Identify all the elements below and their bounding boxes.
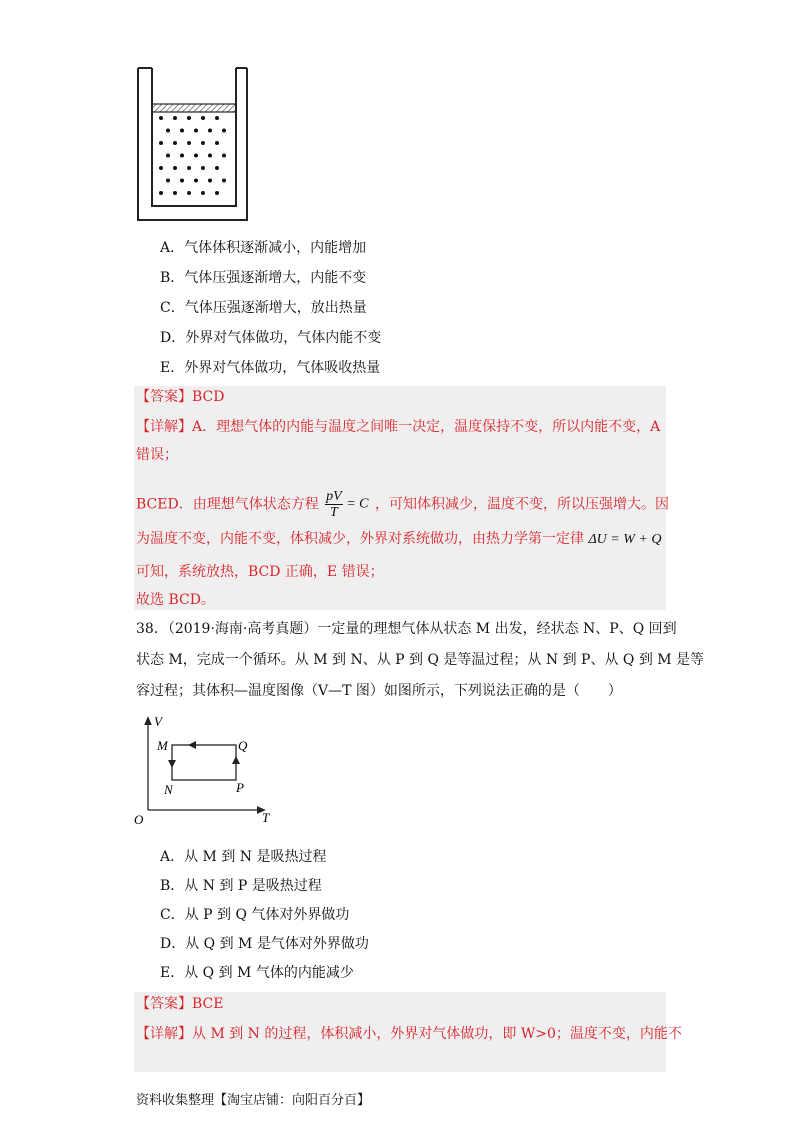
gas-molecule-dot [159,191,163,195]
q37-detail-line2: 错误； [136,447,178,463]
piston [152,104,236,112]
q38-option-a: A．从 M 到 N 是吸热过程 [160,849,327,865]
gas-molecule-dot [194,179,198,183]
arrow-p-to-q [232,756,240,764]
gas-molecule-dot [215,116,219,120]
origin-label: O [134,812,144,827]
q37-detail-line1: 【详解】A．理想气体的内能与温度之间唯一决定，温度保持不变，所以内能不变，A [136,419,661,435]
q38-stem-line2: 状态 M，完成一个循环。从 M 到 N、从 P 到 Q 是等温过程；从 N 到 P、从 Q 到 M 是等 [136,652,705,668]
gas-molecule-dot [208,129,212,133]
arrow-q-to-m [188,741,196,749]
cycle-rectangle [172,745,236,780]
gas-molecule-dot [194,129,198,133]
gas-molecule-dot [222,154,226,158]
gas-molecule-dot [222,129,226,133]
state-equation [325,489,368,520]
cylinder-outer-wall [138,68,247,220]
gas-molecule-dot [187,116,191,120]
gas-molecule-dot [173,141,177,145]
gas-molecule-dot [215,141,219,145]
q38-option-b: B．从 N 到 P 是吸热过程 [160,878,322,894]
gas-molecule-dot [159,141,163,145]
gas-molecule-dot [180,179,184,183]
state-n-label: N [164,782,173,797]
gas-molecule-dot [159,116,163,120]
q38-option-e: E．从 Q 到 M 气体的内能减少 [160,965,354,981]
gas-molecule-dot [215,191,219,195]
gas-molecule-dot [201,191,205,195]
q37-option-e: E．外界对气体做功，气体吸收热量 [160,360,381,376]
gas-molecule-dot [159,166,163,170]
q38-option-c: C．从 P 到 Q 气体对外界做功 [160,907,350,923]
q37-detail-line4 [136,530,661,549]
gas-molecule-dot [173,191,177,195]
q37-detail-line6: 故选 BCD。 [136,592,215,608]
gas-molecule-dot [208,179,212,183]
q38-detail-line1: 【详解】从 M 到 N 的过程，体积减小，外界对气体做功，即 W>0；温度不变，内能不 [136,1026,682,1042]
arrow-m-to-n [168,760,176,768]
state-equation-numerator: pV [326,489,342,504]
cylinder-inner-wall [152,68,236,206]
q38-answer: 【答案】BCE [136,996,224,1012]
q38-stem-line1: 38．（2019·海南·高考真题）一定量的理想气体从状态 M 出发，经状态 N、P、Q 回到 [136,621,677,637]
gas-molecule-dot [187,141,191,145]
gas-molecule-dot [173,116,177,120]
gas-molecule-dot [194,154,198,158]
q38-stem-line3: 容过程；其体积—温度图像（V—T 图）如图所示，下列说法正确的是（ ） [136,683,622,699]
q37-detail-line5: 可知，系统放热，BCD 正确，E 错误； [136,564,384,580]
gas-molecules [159,116,226,195]
gas-molecule-dot [208,154,212,158]
vt-graph [130,712,280,832]
gas-molecule-dot [215,166,219,170]
state-q-label: Q [238,738,248,753]
gas-molecule-dot [166,129,170,133]
cylinder-figure [130,62,255,226]
q37-option-d: D．外界对气体做功，气体内能不变 [160,330,382,346]
q37-option-b: B．气体压强逐渐增大，内能不变 [160,270,367,286]
gas-molecule-dot [201,116,205,120]
q37-detail-line3 [136,489,669,520]
q37-detail-line4-text: 为温度不变，内能不变，体积减少，外界对系统做功，由热力学第一定律 [136,531,584,547]
state-p-label: P [236,780,244,795]
state-equation-denominator: T [330,505,338,520]
gas-molecule-dot [173,166,177,170]
state-m-label: M [157,738,168,753]
q37-detail-line3-end: ，可知体积减少，温度不变，所以压强增大。因 [374,496,669,513]
gas-molecule-dot [201,141,205,145]
gas-molecule-dot [180,154,184,158]
state-equation-rhs: = C [346,496,369,512]
gas-molecule-dot [166,154,170,158]
v-axis-label: V [154,714,162,729]
q37-answer: 【答案】BCD [136,389,225,405]
gas-molecule-dot [201,166,205,170]
t-axis-label: T [262,810,270,825]
gas-molecule-dot [166,179,170,183]
gas-molecule-dot [222,179,226,183]
q37-option-a: A．气体体积逐渐减小，内能增加 [160,240,367,256]
gas-molecule-dot [180,129,184,133]
q37-detail-line3-start: BCED．由理想气体状态方程 [136,496,319,513]
footer-text: 资料收集整理【淘宝店铺：向阳百分百】 [136,1093,371,1108]
gas-molecule-dot [187,166,191,170]
gas-molecule-dot [187,191,191,195]
q37-option-c: C．气体压强逐渐增大，放出热量 [160,300,367,316]
first-law-formula: ΔU = W + Q [588,532,662,547]
q38-option-d: D．从 Q 到 M 是气体对外界做功 [160,936,369,952]
